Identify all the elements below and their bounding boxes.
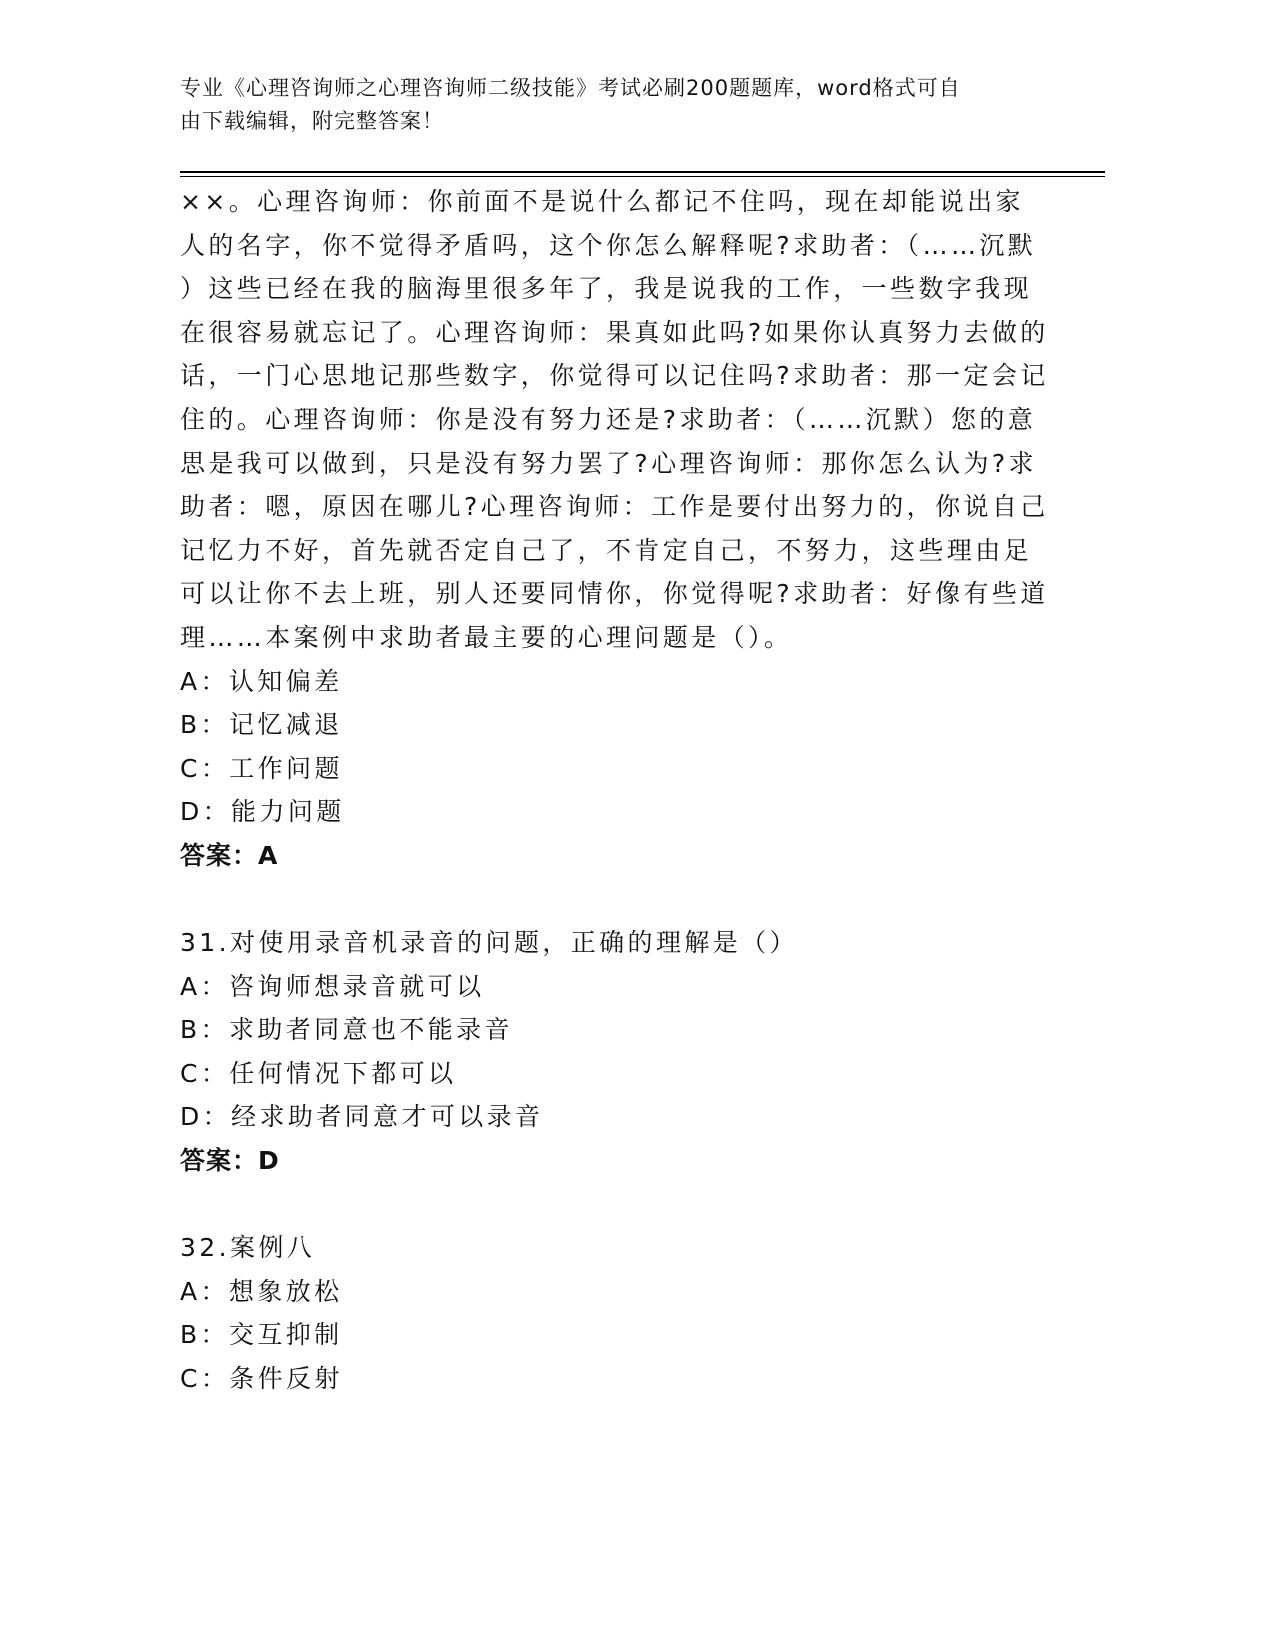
document-body [180,180,1110,1401]
question-30-stem-line: ）这些已经在我的脑海里很多年了，我是说我的工作，一些数字我现 [180,274,1033,304]
question-30-stem-line: 理……本案例中求助者最主要的心理问题是（）。 [180,622,793,652]
spacer [180,878,1110,922]
question-30-option-d: D：能力问题 [180,797,345,827]
question-30-stem-line: 助者：嗯，原因在哪儿?心理咨询师：工作是要付出努力的，你说自己 [180,492,1049,522]
question-32-option-a: A：想象放松 [180,1276,343,1306]
question-32-stem: 32.案例八 [180,1233,316,1263]
header-line-1: 专业《心理咨询师之心理咨询师二级技能》考试必刷200题题库，word格式可自 [180,76,961,100]
header-divider-thick [180,171,1105,173]
question-32-option-b: B：交互抑制 [180,1320,343,1350]
question-31-option-a: A：咨询师想录音就可以 [180,971,485,1001]
question-32-option-c: C：条件反射 [180,1364,343,1394]
question-31-option-b: B：求助者同意也不能录音 [180,1015,513,1045]
question-31-option-d: D：经求助者同意才可以录音 [180,1102,544,1132]
question-30-stem-line: 思是我可以做到，只是没有努力罢了?心理咨询师：那你怎么认为?求 [180,448,1037,478]
question-30-option-a: A：认知偏差 [180,666,343,696]
question-30-answer: 答案：A [180,840,279,870]
question-30-stem-line: 可以让你不去上班，别人还要同情你，你觉得呢?求助者：好像有些道 [180,579,1049,609]
document-header [180,72,1110,138]
question-30-stem-line: 话，一门心思地记那些数字，你觉得可以记住吗?求助者：那一定会记 [180,361,1049,391]
question-30-option-b: B：记忆减退 [180,710,343,740]
question-30-stem-line: ××。心理咨询师：你前面不是说什么都记不住吗，现在却能说出家 [180,187,1024,216]
header-divider-thin [180,176,1105,177]
question-31-stem: 31.对使用录音机录音的问题，正确的理解是（） [180,928,798,958]
spacer [180,1183,1110,1227]
question-30-stem-line: 在很容易就忘记了。心理咨询师：果真如此吗?如果你认真努力去做的 [180,317,1049,347]
question-30-stem-line: 记忆力不好，首先就否定自己了，不肯定自己，不努力，这些理由足 [180,535,1033,565]
question-30-stem-line: 住的。心理咨询师：你是没有努力还是?求助者：（……沉默）您的意 [180,404,1037,434]
question-31-answer: 答案：D [180,1146,280,1176]
header-line-2: 由下载编辑，附完整答案！ [180,109,444,133]
question-31-option-c: C：任何情况下都可以 [180,1058,457,1088]
question-30-option-c: C：工作问题 [180,753,343,783]
question-30-stem-line: 人的名字，你不觉得矛盾吗，这个你怎么解释呢?求助者：（……沉默 [180,230,1037,260]
